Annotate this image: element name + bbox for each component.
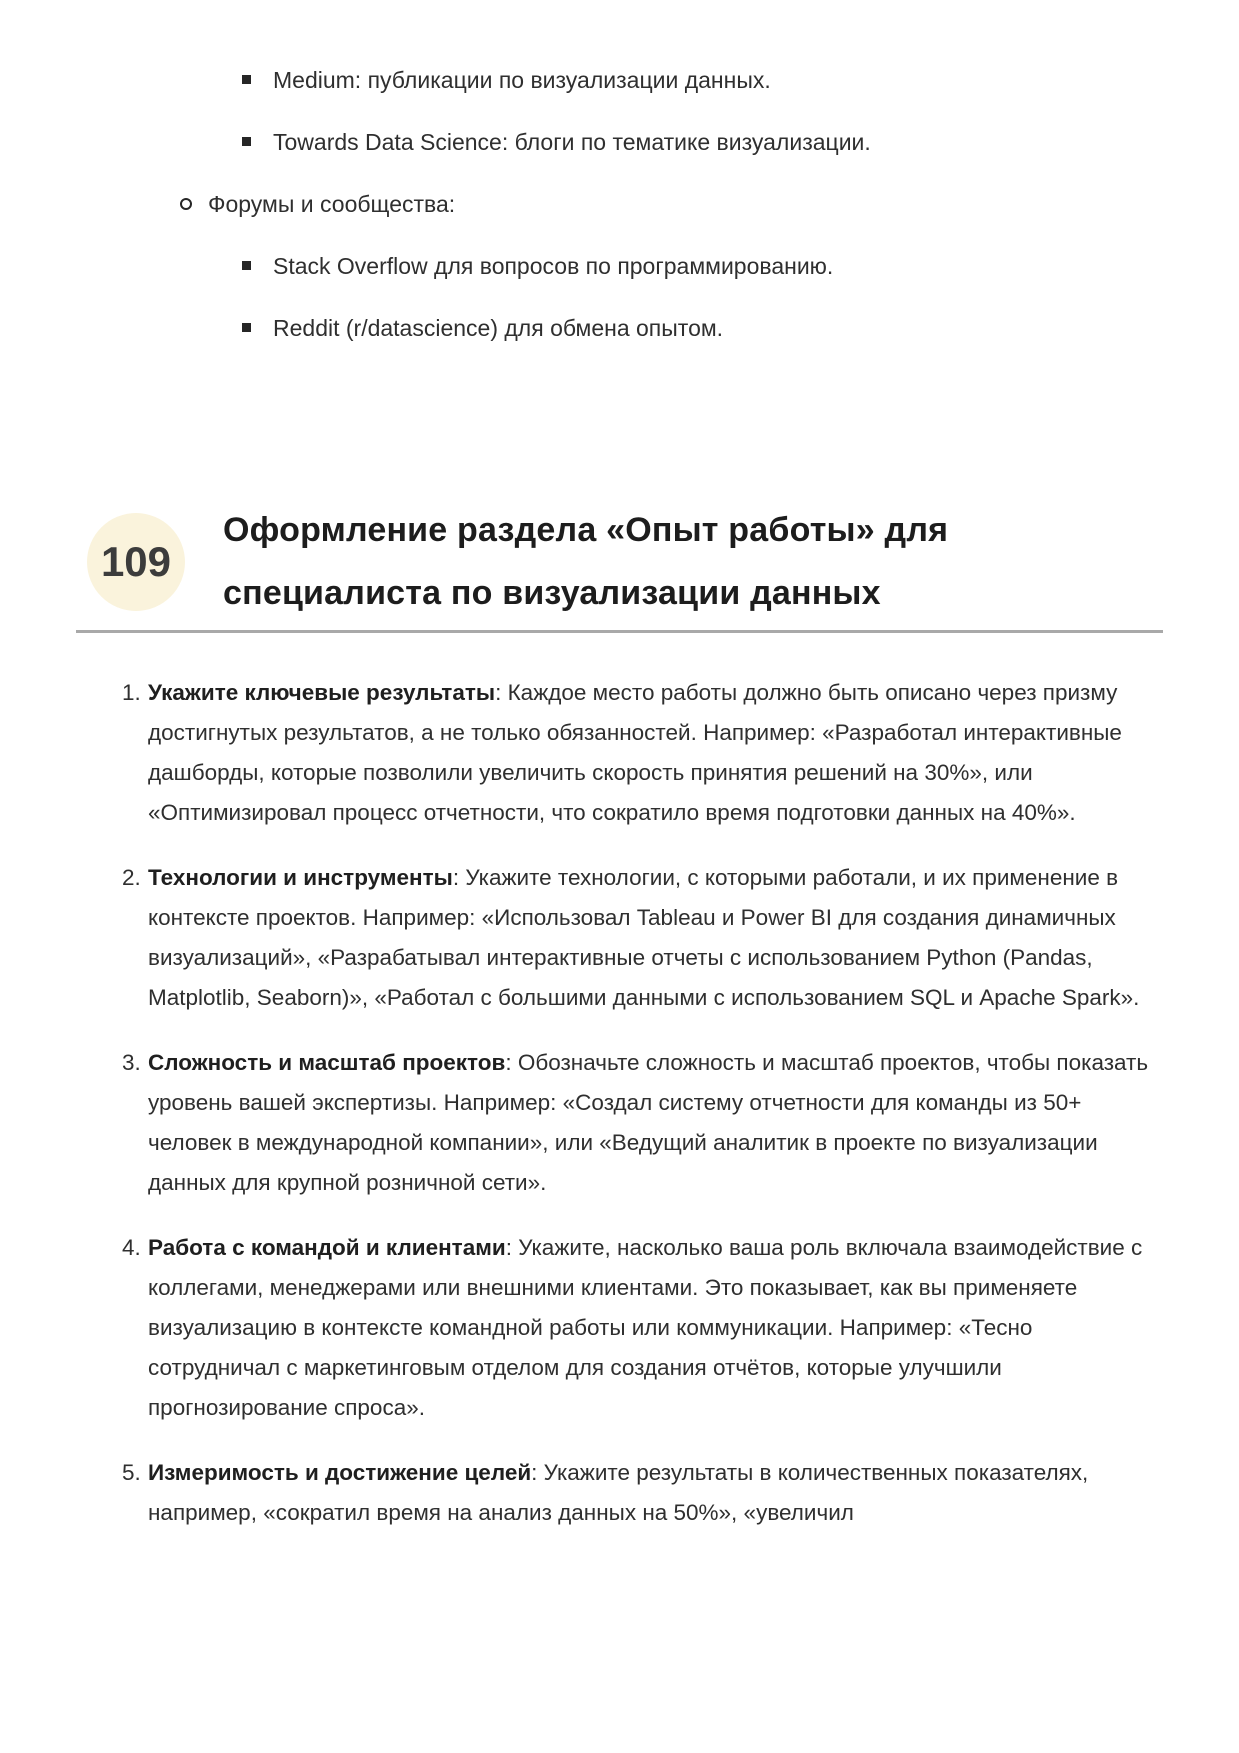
section-number-badge [87,513,185,611]
list-item [76,251,1163,281]
item-text: Medium: публикации по визуализации данных. [273,67,771,93]
numbered-item [76,1453,1163,1533]
list-item [76,189,1163,219]
numbered-item [76,673,1163,833]
item-paragraph [148,1043,1163,1203]
square-bullet-icon [242,261,251,270]
item-paragraph [148,1228,1163,1428]
list-item [76,65,1163,95]
item-paragraph [148,1453,1163,1533]
item-paragraph [148,858,1163,1018]
numbered-item [76,1043,1163,1203]
numbered-item [76,1228,1163,1428]
square-bullet-icon [242,323,251,332]
bullet-list [76,65,1163,343]
item-text: Towards Data Science: блоги по тематике визуализации. [273,129,871,155]
item-number: 3. [122,1050,141,1075]
item-body: : Укажите технологии, с которыми работали, и их применение в контексте проектов. Например: «Использовал Tableau и Power BI для создания динамичных визуализаций», «Разрабатывал интерактивные отчеты с использованием Python (Pandas, Matplotlib, Seaborn)», «Работал с большими данными с использованием SQL и Apache Spark». [148,865,1140,1010]
item-body: : Укажите результаты в количественных показателях, например, «сократил время на анализ данных на 50%», «увеличил [148,1460,1089,1525]
item-number: 4. [122,1235,141,1260]
badge-number: 109 [100,538,172,585]
section-header [76,499,1163,625]
item-lead: Укажите ключевые результаты [148,680,496,705]
section-title: Оформление раздела «Опыт работы» для специалиста по визуализации данных [223,511,949,612]
item-body: : Укажите, насколько ваша роль включала взаимодействие с коллегами, менеджерами или внешними клиентами. Это показывает, как вы применяете визуализацию в контексте командной работы или коммуникации. Например: «Тесно сотрудничал с маркетинговым отделом для создания отчётов, которые улучшили прогнозирование спроса». [148,1235,1143,1420]
item-body: : Обозначьте сложность и масштаб проектов, чтобы показать уровень вашей экспертизы. Например: «Создал систему отчетности для команды из 50+ человек в международной компании», или «Ведущий аналитик в проекте по визуализации данных для крупной розничной сети». [148,1050,1149,1195]
item-lead: Сложность и масштаб проектов [148,1050,506,1075]
numbered-list [76,673,1163,1533]
item-paragraph [148,673,1163,833]
section-divider [76,630,1163,633]
item-lead: Технологии и инструменты [148,865,453,890]
item-lead: Измеримость и достижение целей [148,1460,532,1485]
item-text: Reddit (r/datascience) для обмена опытом. [273,315,724,341]
item-number: 5. [122,1460,141,1485]
list-item [76,127,1163,157]
item-text: Форумы и сообщества: [208,191,456,217]
item-body: : Каждое место работы должно быть описано через призму достигнутых результатов, а не только обязанностей. Например: «Разработал интерактивные дашборды, которые позволили увеличить скорость принятия решений на 30%», или «Оптимизировал процесс отчетности, что сократило время подготовки данных на 40%». [148,680,1122,825]
item-number: 1. [122,680,141,705]
item-number: 2. [122,865,141,890]
item-lead: Работа с командой и клиентами [148,1235,506,1260]
numbered-item [76,858,1163,1018]
square-bullet-icon [242,137,251,146]
square-bullet-icon [242,75,251,84]
item-text: Stack Overflow для вопросов по программированию. [273,253,834,279]
list-item [76,313,1163,343]
circle-bullet-icon [180,198,192,210]
